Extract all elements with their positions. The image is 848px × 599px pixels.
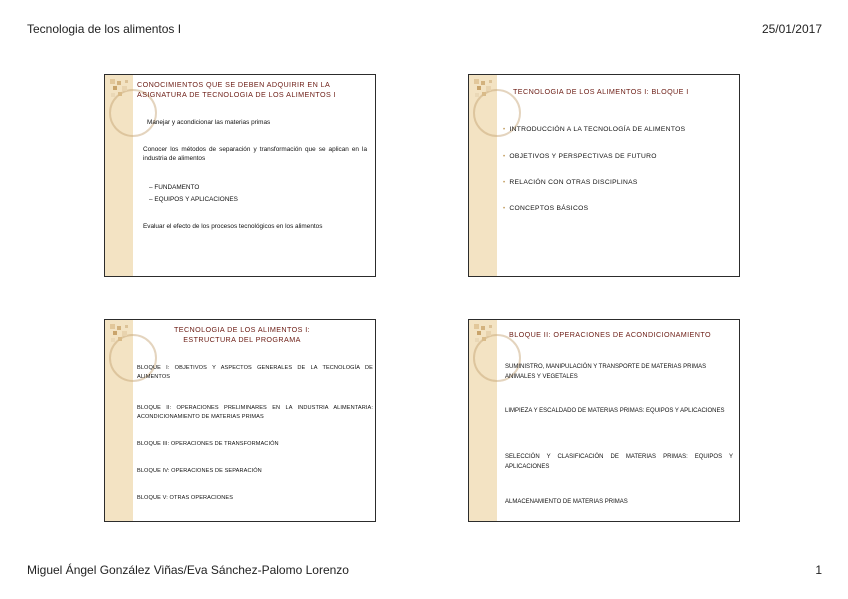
- slide-4: [468, 319, 740, 522]
- operation-item: SELECCIÓN Y CLASIFICACIÓN DE MATERIAS PRIMAS: EQUIPOS Y APLICACIONES: [505, 454, 733, 470]
- bullet-item: • RELACIÓN CON OTRAS DISCIPLINAS: [503, 179, 638, 186]
- slide-title: BLOQUE II: OPERACIONES DE ACONDICIONAMIENTO: [509, 330, 711, 339]
- document-footer-authors: Miguel Ángel González Viñas/Eva Sánchez-Palomo Lorenzo: [27, 563, 349, 577]
- slide-3: [104, 319, 376, 522]
- operation-item: SUMINISTRO, MANIPULACIÓN Y TRANSPORTE DE MATERIAS PRIMAS ANIMALES Y VEGETALES: [505, 364, 707, 380]
- mosaic-logo-icon: [108, 77, 134, 103]
- document-footer-page-number: 1: [815, 563, 822, 577]
- slide-title: CONOCIMIENTOS QUE SE DEBEN ADQUIRIR EN LA ASIGNATURA DE TECNOLOGIA DE LOS ALIMENTOS I: [137, 80, 336, 99]
- program-block-item: BLOQUE III: OPERACIONES DE TRANSFORMACIÓN: [137, 441, 279, 447]
- bullet-item: • INTRODUCCIÓN A LA TECNOLOGÍA DE ALIMENTOS: [503, 126, 686, 133]
- operation-item: ALMACENAMIENTO DE MATERIAS PRIMAS: [505, 499, 628, 505]
- operation-item: LIMPIEZA Y ESCALDADO DE MATERIAS PRIMAS: EQUIPOS Y APLICACIONES: [505, 408, 725, 414]
- mosaic-logo-icon: [472, 77, 498, 103]
- slide-text: Evaluar el efecto de los procesos tecnológicos en los alimentos: [143, 223, 323, 230]
- slide-title: TECNOLOGIA DE LOS ALIMENTOS I: ESTRUCTURA DEL PROGRAMA: [173, 325, 311, 344]
- slide-text: Conocer los métodos de separación y transformación que se aplican en la industria de alimentos: [143, 146, 367, 162]
- program-block-item: BLOQUE V: OTRAS OPERACIONES: [137, 495, 234, 501]
- document-header-date: 25/01/2017: [761, 22, 822, 36]
- slide-subitem: – EQUIPOS Y APLICACIONES: [149, 196, 238, 203]
- slide-title: TECNOLOGIA DE LOS ALIMENTOS I: BLOQUE I: [513, 87, 689, 96]
- document-header-title: Tecnologia de los alimentos I: [27, 22, 182, 36]
- slide-1: [104, 74, 376, 277]
- bullet-item: • CONCEPTOS BÁSICOS: [503, 205, 589, 212]
- slide-text: Manejar y acondicionar las materias primas: [147, 119, 271, 126]
- program-block-item: BLOQUE IV: OPERACIONES DE SEPARACIÓN: [137, 468, 262, 474]
- program-block-item: BLOQUE II: OPERACIONES PRELIMINARES EN LA INDUSTRIA ALIMENTARIA: ACONDICIONAMIENTO DE MATERIAS PRIMAS: [137, 405, 373, 420]
- slide-subitem: – FUNDAMENTO: [149, 184, 200, 191]
- slide-2: [468, 74, 740, 277]
- bullet-item: • OBJETIVOS Y PERSPECTIVAS DE FUTURO: [503, 153, 657, 160]
- mosaic-logo-icon: [472, 322, 498, 348]
- program-block-item: BLOQUE I: OBJETIVOS Y ASPECTOS GENERALES DE LA TECNOLOGÍA DE ALIMENTOS: [137, 365, 373, 380]
- mosaic-logo-icon: [108, 322, 134, 348]
